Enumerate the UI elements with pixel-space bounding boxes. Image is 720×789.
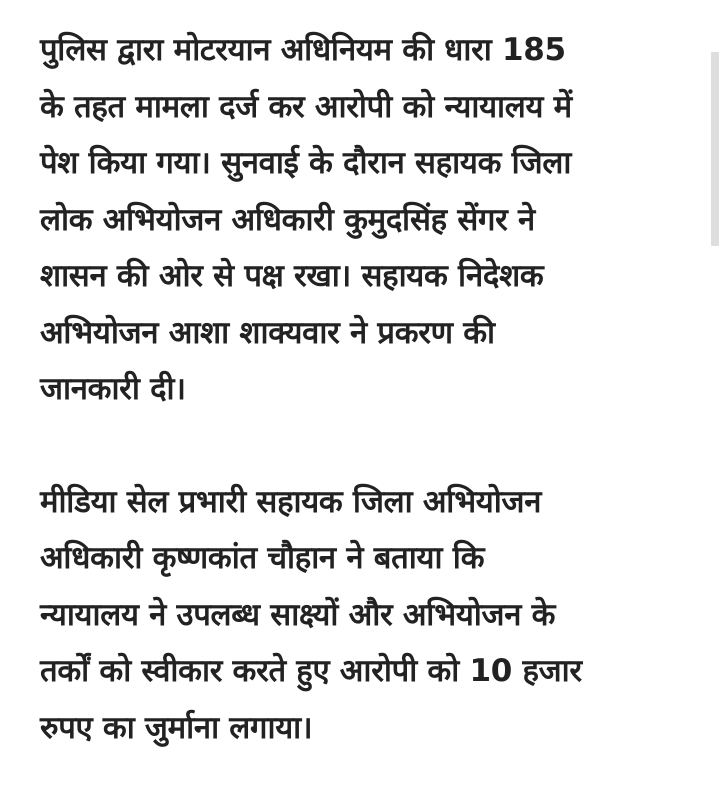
vertical-scrollbar[interactable] — [710, 0, 720, 789]
paragraph-2 — [40, 474, 680, 757]
paragraph-1 — [40, 22, 680, 418]
paragraph-line: अभियोजन आशा शाक्यवार ने प्रकरण की — [40, 314, 495, 351]
paragraph-line: के तहत मामला दर्ज कर आरोपी को न्यायालय में — [40, 88, 572, 125]
article-body — [40, 22, 680, 756]
paragraph-line: पेश किया गया। सुनवाई के दौरान सहायक जिला — [40, 145, 572, 181]
paragraph-line: जानकारी दी। — [40, 371, 186, 407]
paragraph-line: मीडिया सेल प्रभारी सहायक जिला अभियोजन — [40, 483, 542, 520]
paragraph-line: रुपए का जुर्माना लगाया। — [40, 709, 313, 746]
paragraph-line: पुलिस द्वारा मोटरयान अधिनियम की धारा 185 — [40, 32, 566, 68]
paragraph-line: अधिकारी कृष्णकांत चौहान ने बताया कि — [40, 540, 485, 576]
paragraph-line: लोक अभियोजन अधिकारी कुमुदसिंह सेंगर ने — [40, 201, 535, 238]
scrollbar-thumb[interactable] — [711, 52, 719, 246]
paragraph-line: तर्कों को स्वीकार करते हुए आरोपी को 10 हजार — [40, 653, 582, 689]
paragraph-line: न्यायालय ने उपलब्ध साक्ष्यों और अभियोजन के — [40, 596, 556, 633]
paragraph-line: शासन की ओर से पक्ष रखा। सहायक निदेशक — [40, 258, 544, 294]
